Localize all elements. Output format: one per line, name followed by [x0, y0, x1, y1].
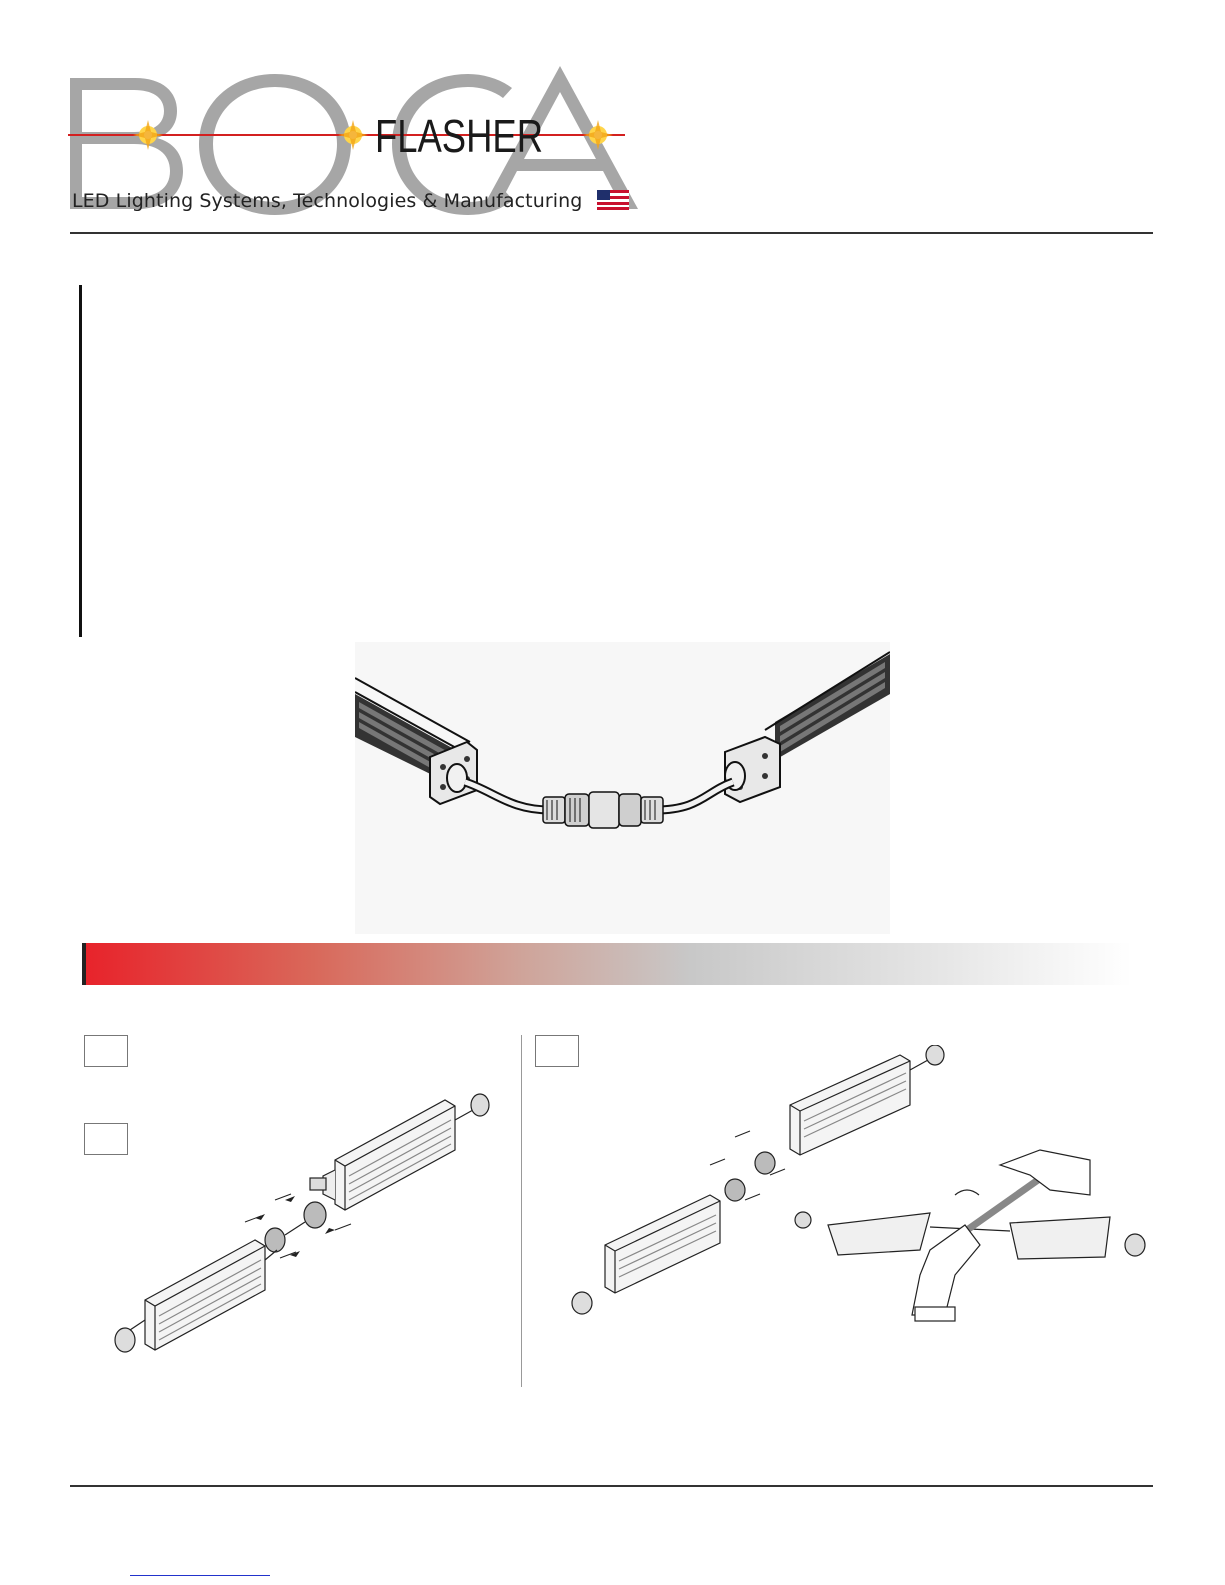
- svg-text:FLASHER: FLASHER: [375, 110, 543, 162]
- footer-link-underline[interactable]: [130, 1575, 270, 1576]
- connector-taping-diagram: [570, 1045, 1160, 1350]
- company-tagline: LED Lighting Systems, Technologies & Manufacturing: [72, 190, 583, 212]
- step-1-box: [84, 1035, 128, 1067]
- connected-light-bars-illustration: [355, 642, 890, 934]
- section-header-band-edge: [82, 943, 86, 985]
- connector-assembly-diagram: [105, 1090, 510, 1380]
- section-accent-bar: [79, 285, 82, 637]
- column-divider: [521, 1035, 522, 1387]
- header-rule: [70, 232, 1153, 234]
- footer-rule: [70, 1485, 1153, 1487]
- section-header-band: [82, 943, 1132, 985]
- us-flag-icon: [597, 190, 629, 210]
